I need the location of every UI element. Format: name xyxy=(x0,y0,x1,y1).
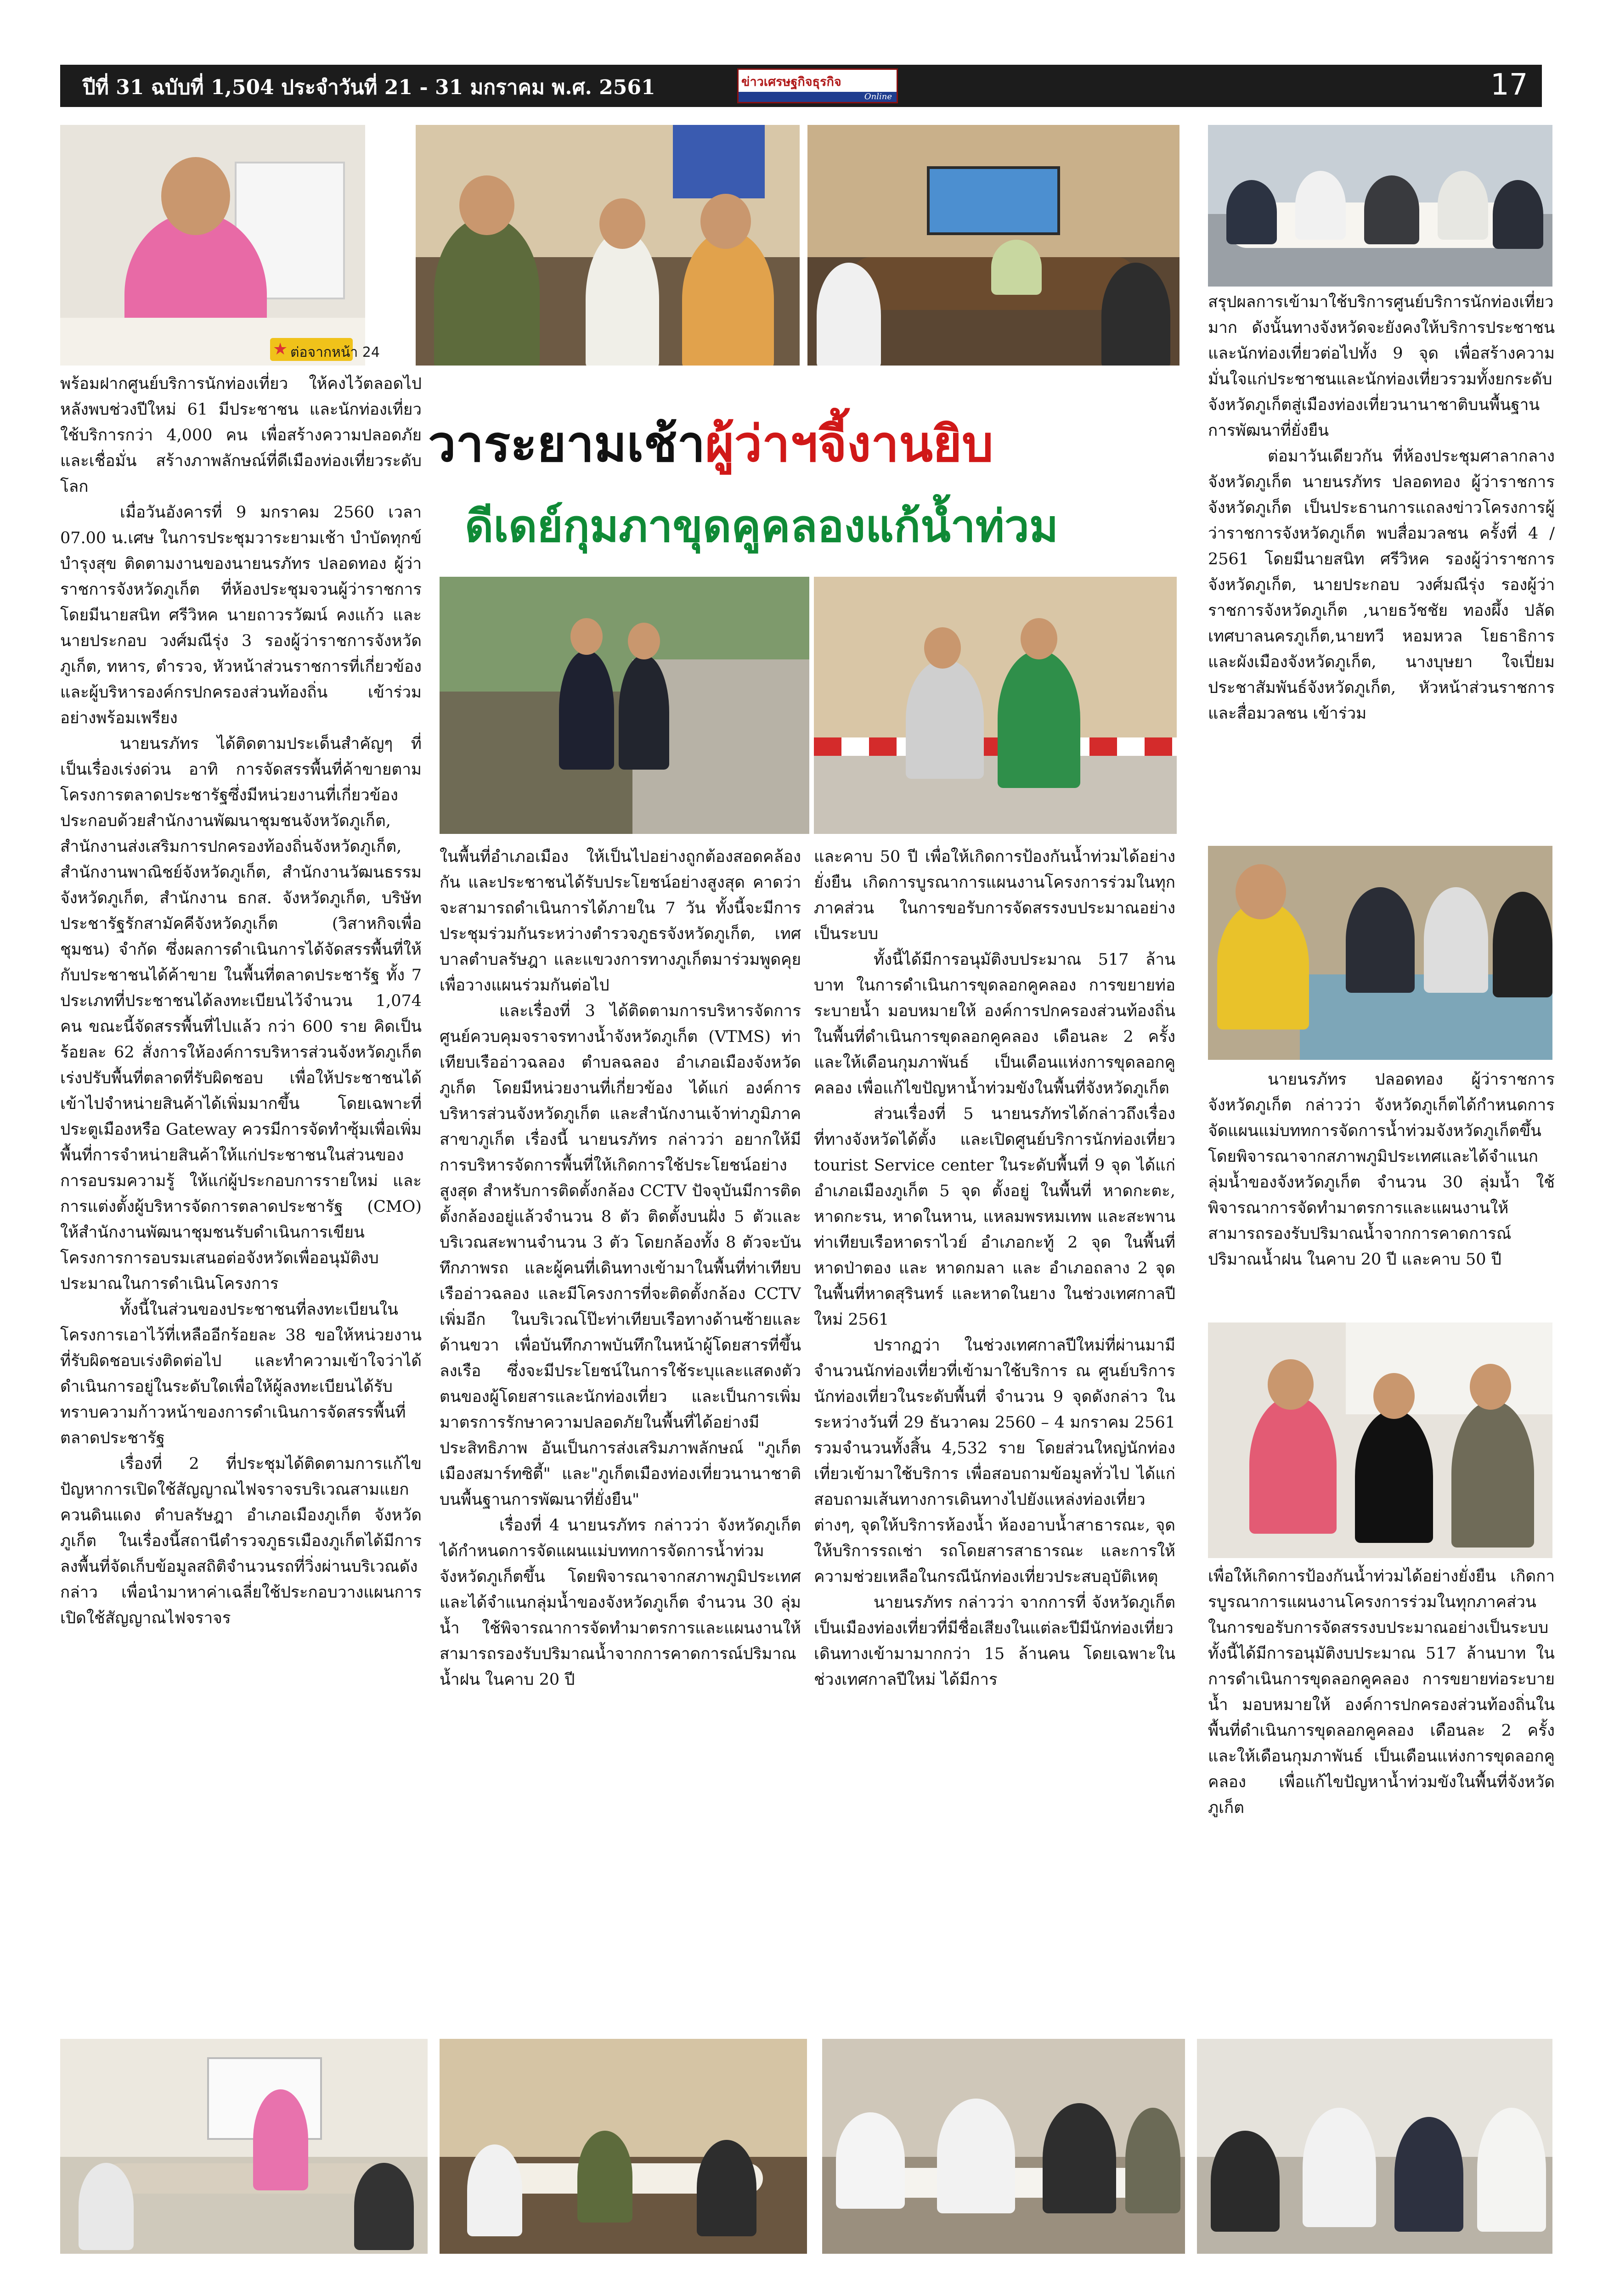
masthead-online: Online xyxy=(864,92,892,101)
headline-black: วาระยามเช้า xyxy=(428,416,705,473)
paragraph: เมื่อวันอังคารที่ 9 มกราคม 2560 เวลา 07.00 น.เศษ ในการประชุมวาระยามเช้า บำบัดทุกข์บำรุงสุข ติดตามงานของนายนรภัทร ปลอดทอง ผู้ว่าราชการจังหวัดภูเก็ต ที่ห้องประชุมจวนผู้ว่าราชการ โดยมีนายสนิท ศรีวิหค นายถาวรวัฒน์ คงแก้ว และนายประกอบ วงศ์มณีรุ่ง 3 รองผู้ว่าราชการจังหวัดภูเก็ต, ทหาร, ตำรวจ, หัวหน้าส่วนราชการที่เกี่ยวข้อง และผู้บริหารองค์กรปกครองส่วนท้องถิ่น เข้าร่วมอย่างพร้อมเพรียง xyxy=(60,503,422,727)
photo-bottom-1 xyxy=(60,2039,428,2254)
paragraph: เรื่องที่ 4 นายนรภัทร กล่าวว่า จังหวัดภูเก็ตได้กำหนดการจัดแผนแม่บททการจัดการน้ำท่วมจังหวัดภูเก็ตขึ้น โดยพิจารณาจากสภาพภูมิประเทศและได้จำแนกลุ่มน้ำของจังหวัดภูเก็ต จำนวน 30 ลุ่มน้ำ ใช้พิจารณาการจัดทำมาตรการและแผนงานให้สามารถรองรับปริมาณน้ำจากการคาดการณ์ปริมาณน้ำฝน ในคาบ 20 ปี xyxy=(440,1516,801,1689)
photo-tourist-center xyxy=(1208,1322,1552,1558)
paragraph: และเรื่องที่ 3 ได้ติดตามการบริหารจัดการศูนย์ควบคุมจราจรทางน้ำจังหวัดภูเก็ต (VTMS) ท่าเทียบเรืออ่าวฉลอง ตำบลฉลอง อำเภอเมืองจังหวัดภูเก็ต โดยมีหน่วยงานที่เกี่ยวข้อง ได้แก่ องค์การบริหารส่วนจังหวัดภูเก็ต และสำนักงานเจ้าท่าภูมิภาคสาขาภูเก็ต เรื่องนี้ นายนรภัทร กล่าวว่า อยากให้มีการบริหารจัดการพื้นที่ให้เกิดการใช้ประโยชน์อย่างสูงสุด สำหรับการติดตั้งกล้อง CCTV ปัจจุบันมีการติดตั้งกล้องอยู่แล้วจำนวน 8 ตัว ติดตั้งบนฝั่ง 5 ตัวและบริเวณสะพานจำนวน 3 ตัว โดยกล้องทั้ง 8 ตัวจะบันทึกภาพรถ และผู้คนที่เดินทางเข้ามาในพื้นที่ท่าเทียบเรืออ่าวฉลอง และมีโครงการที่จะติดตั้งกล้อง CCTV เพิ่มอีก ในบริเวณโป๊ะท่าเทียบเรือทางด้านซ้ายและด้านขวา เพื่อบันทึกภาพบันทึกในหน้าผู้โดยสารที่ขึ้นลงเรือ ซึ่งจะมีประโยชน์ในการใช้ระบุและแสดงตัวตนของผู้โดยสารและนักท่องเที่ยว และเป็นการเพิ่ม มาตรการรักษาความปลอดภัยในพื้นที่ได้อย่างมีประสิทธิภาพ อันเป็นการส่งเสริมภาพลักษณ์ "ภูเก็ตเมืองสมาร์ทซิตี้" และ"ภูเก็ตเมืองท่องเที่ยวนานาชาติ บนพื้นฐานการพัฒนาที่ยั่งยืน" xyxy=(440,1002,801,1509)
photo-flood-inspection xyxy=(440,577,809,834)
paragraph: ทั้งนี้ในส่วนของประชาชนที่ลงทะเบียนในโครงการเอาไว้ที่เหลืออีกร้อยละ 38 ขอให้หน่วยงานที่รับผิดชอบเร่งติดต่อไป และทำความเข้าใจว่าได้ดำเนินการอยู่ในระดับใดเพื่อให้ผู้ลงทะเบียนได้รับทราบความก้าวหน้าของการดำเนินการจัดสรรพื้นที่ตลาดประชารัฐ xyxy=(60,1300,422,1447)
photo-governor-portrait xyxy=(60,125,365,366)
photo-morning-meeting xyxy=(416,125,800,366)
page-number: 17 xyxy=(1490,68,1528,102)
headline-line1 xyxy=(428,404,993,483)
issue-line: ปีที่ 31 ฉบับที่ 1,504 ประจำวันที่ 21 - 31 มกราคม พ.ศ. 2561 xyxy=(83,76,655,99)
article-column-4-middle xyxy=(1208,1067,1555,1317)
photo-conference-room xyxy=(807,125,1179,366)
photo-site-visit xyxy=(814,577,1177,834)
paragraph: ทั้งนี้ได้มีการอนุมัติงบประมาณ 517 ล้านบาท ในการดำเนินการขุดลอกคูคลอง การขยายท่อระบายน้ำ มอบหมายให้ องค์การปกครองส่วนท้องถิ่นในพื้นที่ดำเนินการขุดลอกคูคลอง เดือนละ 2 ครั้ง และให้เดือนกุมภาพันธ์ เป็นเดือนแห่งการขุดลอกคูคลอง เพื่อแก้ไขปัญหาน้ำท่วมขังในพื้นที่จังหวัดภูเก็ต xyxy=(814,951,1175,1097)
article-column-2 xyxy=(440,844,801,2015)
headline-line2: ดีเดย์กุมภาขุดคูคลองแก้น้ำท่วม xyxy=(465,501,1059,552)
paragraph: และคาบ 50 ปี เพื่อให้เกิดการป้องกันน้ำท่วมได้อย่างยั่งยืน เกิดการบูรณาการแผนงานโครงการร่วมในทุกภาคส่วน ในการขอรับการจัดสรรงบประมาณอย่างเป็นระบบ xyxy=(814,848,1175,943)
headline-red: ผู้ว่าฯจี้งานยิบ xyxy=(705,416,993,473)
paragraph: เพื่อให้เกิดการป้องกันน้ำท่วมได้อย่างยั่งยืน เกิดการบูรณาการแผนงานโครงการร่วมในทุกภาคส่วน ในการขอรับการจัดสรรงบประมาณอย่างเป็นระบบ ทั้งนี้ได้มีการอนุมัติงบประมาณ 517 ล้านบาท ในการดำเนินการขุดลอกคูคลอง การขยายท่อระบายน้ำ มอบหมายให้ องค์การปกครองส่วนท้องถิ่นในพื้นที่ดำเนินการขุดลอกคูคลอง เดือนละ 2 ครั้ง และให้เดือนกุมภาพันธ์ เป็นเดือนแห่งการขุดลอกคูคลอง เพื่อแก้ไขปัญหาน้ำท่วมขังในพื้นที่จังหวัดภูเก็ต xyxy=(1208,1567,1555,1817)
paragraph: สรุปผลการเข้ามาใช้บริการศูนย์บริการนักท่องเที่ยวมาก ดังนั้นทางจังหวัดจะยังคงให้บริการประชาชนและนักท่องเที่ยวต่อไปทั้ง 9 จุด เพื่อสร้างความมั่นใจแก่ประชาชนและนักท่องเที่ยวรวมทั้งยกระดับจังหวัดภูเก็ตสู่เมืองท่องเที่ยวนานาชาติบนพื้นฐานการพัฒนาที่ยั่งยืน xyxy=(1208,293,1555,440)
photo-map-briefing xyxy=(1208,846,1552,1060)
article-column-3 xyxy=(814,844,1175,2015)
paragraph: นายนรภัทร กล่าวว่า จากการที่ จังหวัดภูเก็ต เป็นเมืองท่องเที่ยวที่มีชื่อเสียงในแต่ละปีมีนักท่องเที่ยวเดินทางเข้ามามากกว่า 15 ล้านคน โดยเฉพาะในช่วงเทศกาลปีใหม่ ได้มีการ xyxy=(814,1593,1175,1689)
masthead-logo xyxy=(737,68,898,103)
photo-bottom-3 xyxy=(822,2039,1185,2254)
paragraph: นายนรภัทร ได้ติดตามประเด็นสำคัญๆ ที่เป็นเรื่องเร่งด่วน อาทิ การจัดสรรพื้นที่ค้าขายตามโครงการตลาดประชารัฐซึ่งมีหน่วยงานที่เกี่ยวข้องประกอบด้วยสำนักงานพัฒนาชุมชนจังหวัดภูเก็ต, สำนักงานส่งเสริมการปกครองท้องถิ่นจังหวัดภูเก็ต, สำนักงานพาณิชย์จังหวัดภูเก็ต, สำนักงานวัฒนธรรมจังหวัดภูเก็ต, สำนักงาน ธกส. จังหวัดภูเก็ต, บริษัทประชารัฐรักสามัคคีจังหวัดภูเก็ต (วิสาหกิจเพื่อชุมชน) จำกัด ซึ่งผลการดำเนินการได้จัดสรรพื้นที่ให้กับประชาชนได้ค้าขาย ในพื้นที่ตลาดประชารัฐ ทั้ง 7 ประเภทที่ประชาชนได้ลงทะเบียนไว้จำนวน 1,074 คน ขณะนี้จัดสรรพื้นที่ไปแล้ว กว่า 600 ราย คิดเป็นร้อยละ 62 สั่งการให้องค์การบริหารส่วนจังหวัดภูเก็ตเร่งปรับพื้นที่ตลาดที่รับผิดชอบ เพื่อให้ประชาชนได้เข้าไปจำหน่ายสินค้าได้เพิ่มมากขึ้น โดยเฉพาะที่ประตูเมืองหรือ Gateway ควรมีการจัดทำซุ้มเพื่อเพิ่มพื้นที่การจำหน่ายสินค้าให้แก่ประชาชนในส่วนของการอบรมความรู้ ให้แก่ผู้ประกอบการรายใหม่ และการแต่งตั้งผู้บริหารจัดการตลาดประชารัฐ (CMO) ให้สำนักงานพัฒนาชุมชนรับดำเนินการเขียนโครงการการอบรมเสนอต่อจังหวัดเพื่ออนุมัติงบประมาณในการดำเนินโครงการ xyxy=(60,735,422,1293)
continued-badge xyxy=(270,338,380,361)
article-column-4-bottom xyxy=(1208,1564,1555,2016)
article-column-1 xyxy=(60,371,422,2015)
photo-bottom-2 xyxy=(440,2039,807,2254)
masthead-sub-bar xyxy=(739,92,897,102)
paragraph: เรื่องที่ 2 ที่ประชุมได้ติดตามการแก้ไขปัญหาการเปิดใช้สัญญาณไฟจราจรบริเวณสามแยกควนดินแดง ตำบลรัษฎา อำเภอเมืองภูเก็ต จังหวัดภูเก็ต ในเรื่องนี้สถานีตำรวจภูธรเมืองภูเก็ตได้มีการลงพื้นที่จัดเก็บข้อมูลสถิติจำนวนรถที่วิ่งผ่านบริเวณดังกล่าว เพื่อนำมาหาค่าเฉลี่ยใช้ประกอบวางแผนการเปิดใช้สัญญาณไฟจราจร xyxy=(60,1455,422,1627)
star-icon: ★ xyxy=(273,340,288,359)
masthead-name: ข่าวเศรษฐกิจธุรกิจ xyxy=(741,75,841,89)
paragraph: นายนรภัทร ปลอดทอง ผู้ว่าราชการจังหวัดภูเก็ต กล่าวว่า จังหวัดภูเก็ตได้กำหนดการจัดแผนแม่บททการจัดการน้ำท่วมจังหวัดภูเก็ตขึ้นโดยพิจารณาจากสภาพภูมิประเทศและได้จำแนกลุ่มน้ำของจังหวัดภูเก็ต จำนวน 30 ลุ่มน้ำ ใช้พิจารณาการจัดทำมาตรการและแผนงานให้สามารถรองรับปริมาณน้ำจากการคาดการณ์ปริมาณน้ำฝน ในคาบ 20 ปี และคาบ 50 ปี xyxy=(1208,1070,1555,1269)
paragraph: ส่วนเรื่องที่ 5 นายนรภัทรได้กล่าวถึงเรื่องที่ทางจังหวัดได้ตั้ง และเปิดศูนย์บริการนักท่องเที่ยว tourist Service center ในระดับพื้นที่ 9 จุด ได้แก่ อำเภอเมืองภูเก็ต 5 จุด ตั้งอยู่ ในพื้นที่ หาดกะตะ, หาดกะรน, หาดในหาน, แหลมพรหมเทพ และสะพานท่าเทียบเรือหาดราไวย์ อำเภอกะทู้ 2 จุด ในพื้นที่ หาดป่าตอง และ หาดกมลา และ อำเภอถลาง 2 จุดในพื้นที่หาดสุรินทร์ และหาดในยาง ในช่วงเทศกาลปีใหม่ 2561 xyxy=(814,1105,1175,1329)
paragraph: ต่อมาวันเดียวกัน ที่ห้องประชุมศาลากลางจังหวัดภูเก็ต นายนรภัทร ปลอดทอง ผู้ว่าราชการจังหวัดภูเก็ต เป็นประธานการแถลงข่าวโครงการผู้ว่าราชการจังหวัดภูเก็ต พบสื่อมวลชน ครั้งที่ 4 / 2561 โดยมีนายสนิท ศรีวิหค รองผู้ว่าราชการจังหวัดภูเก็ต, นายประกอบ วงศ์มณีรุ่ง รองผู้ว่าราชการจังหวัดภูเก็ต ,นายธวัชชัย ทองผึ้ง ปลัดเทศบาลนครภูเก็ต,นายทวี หอมหวล โยธาธิการและผังเมืองจังหวัดภูเก็ต, นางบุษยา ใจเปี่ยม ประชาสัมพันธ์จังหวัดภูเก็ต, หัวหน้าส่วนราชการและสื่อมวลชน เข้าร่วม xyxy=(1208,447,1555,723)
photo-bottom-4 xyxy=(1197,2039,1552,2254)
paragraph: ปรากฏว่า ในช่วงเทศกาลปีใหม่ที่ผ่านมามีจำนวนนักท่องเที่ยวที่เข้ามาใช้บริการ ณ ศูนย์บริการนักท่องเที่ยวในระดับพื้นที่ จำนวน 9 จุดดังกล่าว ในระหว่างวันที่ 29 ธันวาคม 2560 – 4 มกราคม 2561 รวมจำนวนทั้งสิ้น 4,532 ราย โดยส่วนใหญ่นักท่องเที่ยวเข้ามาใช้บริการ เพื่อสอบถามข้อมูลทั่วไป ได้แก่ สอบถามเส้นทางการเดินทางไปยังแหล่งท่องเที่ยวต่างๆ, จุดให้บริการห้องน้ำ ห้องอาบน้ำสาธารณะ, จุดให้บริการรถเช่า รถโดยสารสาธารณะ และการให้ความช่วยเหลือในกรณีนักท่องเที่ยวประสบอุบัติเหตุ xyxy=(814,1336,1175,1586)
paragraph: พร้อมฝากศูนย์บริการนักท่องเที่ยว ให้คงไว้ตลอดไป หลังพบช่วงปีใหม่ 61 มีประชาชน และนักท่องเที่ยวใช้บริการกว่า 4,000 คน เพื่อสร้างความปลอดภัยและเชื่อมั่น สร้างภาพลักษณ์ที่ดีเมืองท่องเที่ยวระดับโลก xyxy=(60,375,422,496)
paragraph: ในพื้นที่อำเภอเมือง ให้เป็นไปอย่างถูกต้องสอดคล้องกัน และประชาชนได้รับประโยชน์อย่างสูงสุด คาดว่าจะสามารถดำเนินการได้ภายใน 7 วัน ทั้งนี้จะมีการประชุมร่วมกันระหว่างตำรวจภูธรจังหวัดภูเก็ต, เทศบาลตำบลรัษฎา และแขวงการทางภูเก็ตมาร่วมพูดคุยเพื่อวางแผนร่วมกันต่อไป xyxy=(440,848,801,995)
article-column-4-top xyxy=(1208,289,1555,840)
continued-text: ต่อจากหน้า 24 xyxy=(290,344,380,360)
photo-press-conference xyxy=(1208,125,1552,287)
